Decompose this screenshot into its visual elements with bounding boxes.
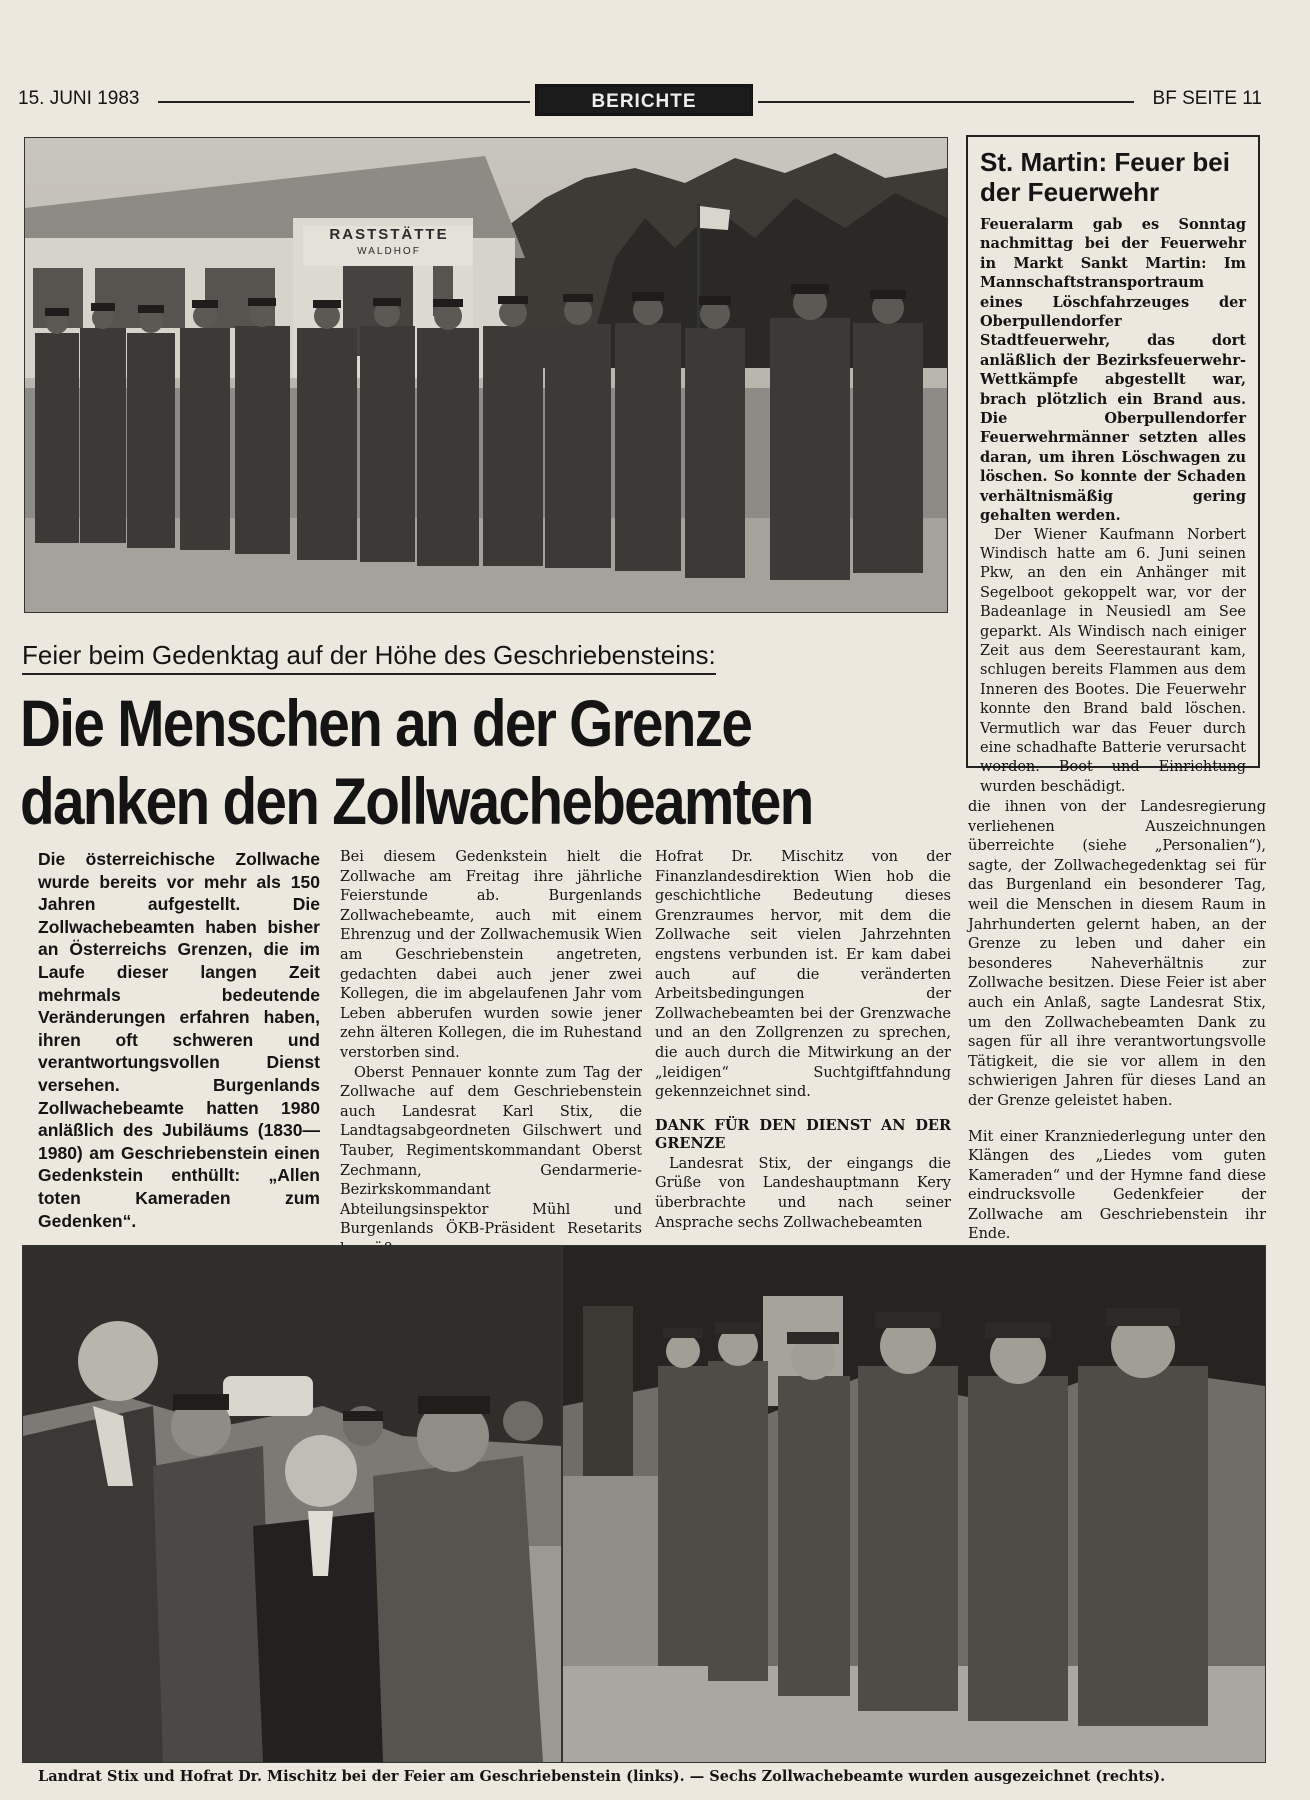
section-label: BERICHTE [535, 84, 753, 116]
body-paragraph: Landesrat Stix, der eingangs die Grüße von Landeshauptmann Kery überbrachte und nach seiner Ansprache sechs Zollwachebeamten [655, 1155, 951, 1231]
rest-stop-sign-sub: WALDHOF [357, 246, 421, 257]
article-column-1 [38, 848, 320, 1232]
headline-line: danken den Zollwachebeamten [20, 764, 813, 838]
top-photo [24, 137, 948, 613]
body-paragraph: Bei diesem Gedenkstein hielt die Zollwache am Freitag ihre jährliche Feierstunde ab. Burgenlands Zollwachebeamte, auch mit einem Ehrenzug und der Zollwachemusik Wien am Geschriebenstein angetreten, gedachten dabei auch jener zwei Kollegen, die im abgelaufenen Jahr vom Leben abberufen wurden sowie jener zehn älteren Kollegen, die im Ruhestand verstorben sind. [340, 849, 642, 1061]
headline-line: Die Menschen an der Grenze [20, 686, 752, 760]
header-rule-right [758, 101, 1134, 103]
page-number: BF SEITE 11 [1152, 88, 1262, 109]
sidebar-title: St. Martin: Feuer bei der Feuerwehr [980, 147, 1230, 207]
article-headline [20, 684, 824, 840]
header-rule-left [158, 101, 530, 103]
sidebar-paragraph: Der Wiener Kaufmann Norbert Windisch hatte am 6. Juni seinen Pkw, an den ein Anhänger mit Segelboot gekoppelt war, vor der Badeanlage in Neusiedl am See geparkt. Als Windisch nach einiger Zeit aus dem Seerestaurant kam, schlugen bereits Flammen aus dem Inneren des Bootes. Die Feuerwehr konnte den Brand bald löschen. Vermutlich war das Feuer durch eine schadhafte Batterie verursacht worden. Boot und Einrichtung wurden beschädigt. [980, 526, 1246, 795]
sidebar-box [966, 135, 1260, 795]
article-subheading: DANK FÜR DEN DIENST AN DER GRENZE [655, 1116, 951, 1152]
body-paragraph: Mit einer Kranzniederlegung unter den Klängen des „Liedes vom guten Kameraden“ und der Hymne fand diese eindrucksvolle Gedenkfeier der Zollwache am Geschriebenstein ihr Ende. [968, 1128, 1266, 1243]
body-paragraph: die ihnen von der Landesregierung verliehenen Auszeichnungen überreichte (siehe „Personalien“), sagte, der Zollwachegedenktag sei für das Burgenland ein besonderer Tag, weil die Menschen in diesem Raum in Jahrhunderten gelernt haben, an der Grenze zu leben und daher ein besonderes Naheverhältnis zur Zollwache besitzen. Diese Feier ist aber auch ein Anlaß, sagte Landesrat Stix, um den Zollwachebeamten Dank zu sagen für all ihre verantwortungsvolle Tätigkeit, die sie vor allem in den schwierigen Jahren für dieses Land an der Grenze geleistet haben. [968, 799, 1266, 1109]
article-column-2 [340, 848, 642, 1259]
sidebar-paragraph: Feueralarm gab es Sonntag nachmittag bei der Feuerwehr in Markt Sankt Martin: Im Mannschaftstransportraum eines Löschfahrzeuges der Oberpullendorfer Stadtfeuerwehr, das dort anläßlich der Bezirksfeuerwehr-Wettkämpfe abgestellt war, brach plötzlich ein Brand aus. Die Oberpullendorfer Feuerwehrmänner setzten alles daran, um ihren Löschwagen zu löschen. So konnte der Schaden verhältnismäßig gering gehalten werden. [980, 216, 1246, 525]
article-kicker: Feier beim Gedenktag auf der Höhe des Geschriebensteins: [22, 640, 716, 675]
lead-paragraph: Die österreichische Zollwache wurde bereits vor mehr als 150 Jahren aufgestellt. Die Zollwachebeamten haben bisher an Österreichs Grenzen, die im Laufe dieser langen Zeit mehrmals bedeutende Veränderungen erfahren haben, ihren oft schweren und verantwortungsvollen Dienst versehen. Burgenlands Zollwachebeamte hatten 1980 anläßlich des Jubiläums (1830—1980) am Geschriebenstein einen Gedenkstein enthüllt: „Allen toten Kameraden zum Gedenken“. [38, 849, 320, 1231]
body-paragraph: Oberst Pennauer konnte zum Tag der Zollwache auf dem Geschriebenstein auch Landesrat Karl Stix, die Landtagsabgeordneten Gilschwert und Tauber, Regimentskommandant Oberst Zechmann, Gendarmerie-Bezirkskommandant Abteilungsinspektor Mühl und Burgenlands ÖKB-Präsident Resetarits [340, 1064, 642, 1238]
photo-caption: Landrat Stix und Hofrat Dr. Mischitz bei der Feier am Geschriebenstein (links). — Sechs Zollwachebeamte wurden ausgezeichnet (rechts). [38, 1768, 1166, 1785]
body-paragraph: Hofrat Dr. Mischitz von der Finanzlandesdirektion Wien hob die geschichtliche Bedeutung dieses Grenzraumes hervor, mit dem die Zollwache seit vielen Jahrzehnten engstens verbunden ist. Er kam dabei auch auf die veränderten Arbeitsbedingungen der Zollwachebeamten bei der Grenzwache und an den Zollgrenzen zu sprechen, die auch durch die Mitwirkung an der „leidigen“ Suchtgiftfahndung gekennzeichnet sind. [655, 849, 951, 1101]
bottom-left-photo [22, 1245, 562, 1763]
article-column-3 [655, 848, 951, 1233]
rest-stop-sign: RASTSTÄTTE [329, 226, 449, 243]
article-column-4 [968, 798, 1266, 1245]
bottom-right-photo [562, 1245, 1266, 1763]
issue-date: 15. JUNI 1983 [18, 88, 140, 109]
